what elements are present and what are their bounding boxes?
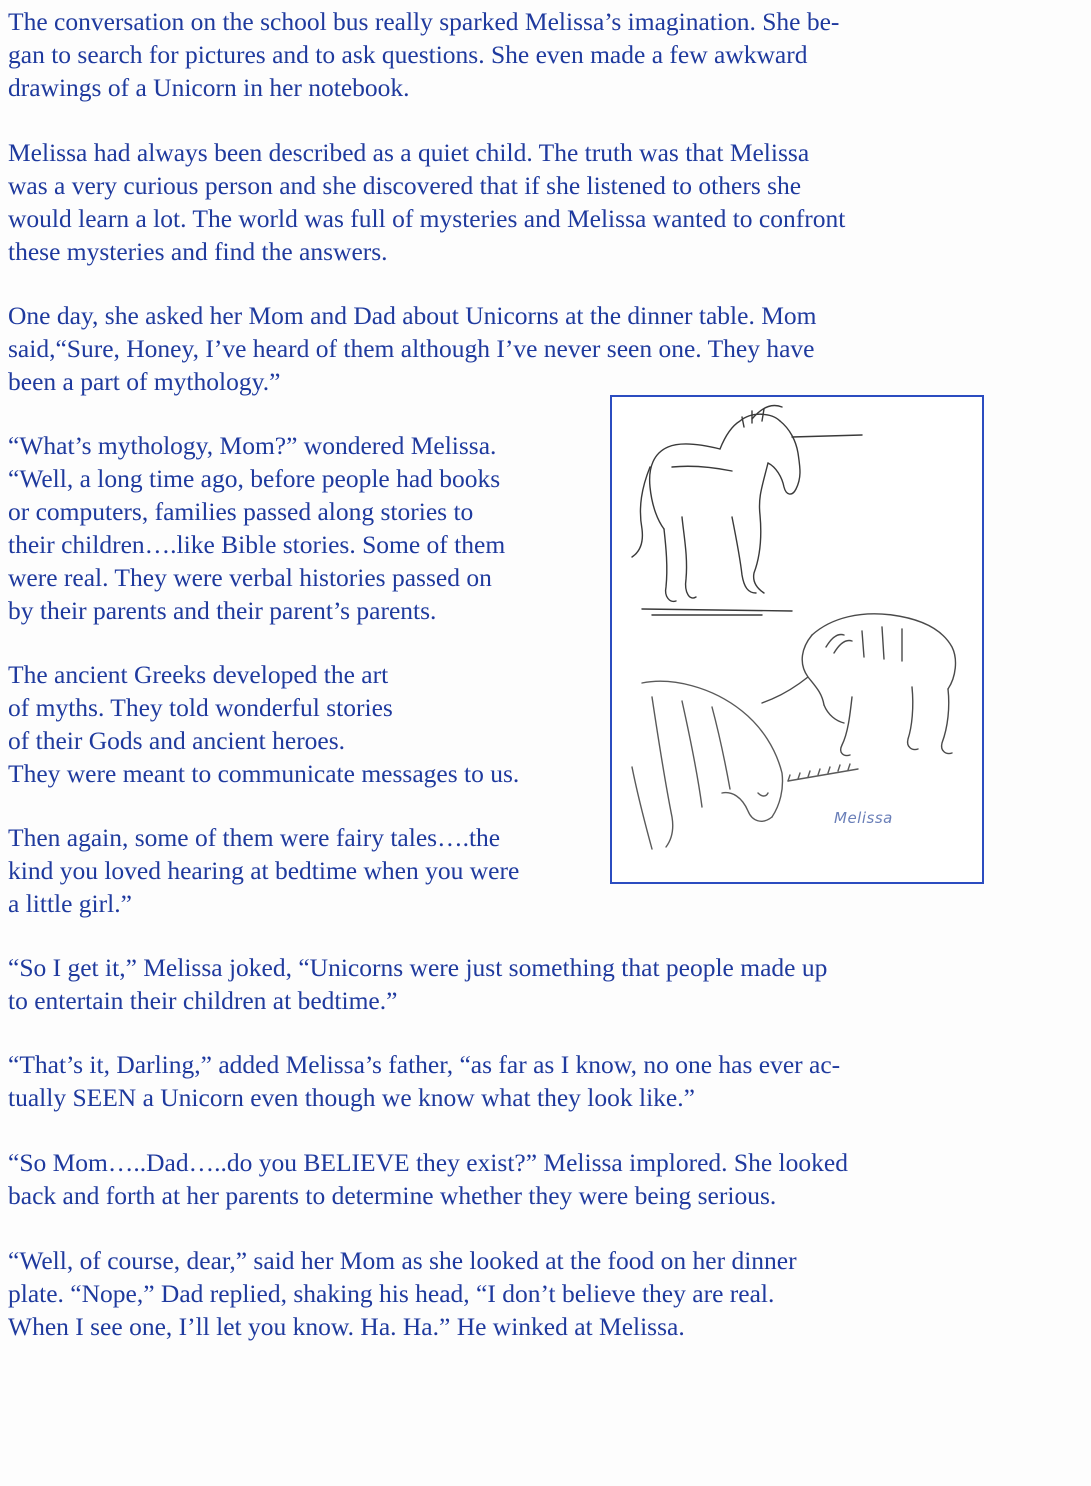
paragraph-4-line-1: “What’s mythology, Mom?” wondered Melissa. [8,431,497,460]
paragraph-3-line-2: said,“Sure, Honey, I’ve heard of them although I’ve never seen one. They have [8,334,815,363]
paragraph-1-line-1: The conversation on the school bus really sparked Melissa’s imagination. She be- [8,7,840,36]
standing-unicorn-sketch [632,406,862,616]
paragraph-3-line-3: been a part of mythology.” [8,367,281,396]
paragraph-4-line-6: by their parents and their parent’s parents. [8,596,437,625]
paragraph-2-line-1: Melissa had always been described as a quiet child. The truth was that Melissa [8,138,810,167]
paragraph-9-line-1: “So Mom…..Dad…..do you BELIEVE they exist?” Melissa implored. She looked [8,1148,848,1177]
unicorn-illustration-frame [610,395,984,884]
paragraph-8-line-2: tually SEEN a Unicorn even though we know what they look like.” [8,1083,695,1112]
paragraph-10-line-2: plate. “Nope,” Dad replied, shaking his head, “I don’t believe they are real. [8,1279,775,1308]
paragraph-2-line-3: would learn a lot. The world was full of mysteries and Melissa wanted to confront [8,204,846,233]
paragraph-8-line-1: “That’s it, Darling,” added Melissa’s father, “as far as I know, no one has ever ac- [8,1050,841,1079]
paragraph-6-line-3: a little girl.” [8,889,132,918]
paragraph-7-line-2: to entertain their children at bedtime.” [8,986,398,1015]
paragraph-10-line-3: When I see one, I’ll let you know. Ha. Ha.” He winked at Melissa. [8,1312,685,1341]
paragraph-6-line-1: Then again, some of them were fairy tales….the [8,823,501,852]
paragraph-5-line-1: The ancient Greeks developed the art [8,660,389,689]
paragraph-5-line-3: of their Gods and ancient heroes. [8,726,346,755]
paragraph-4-line-4: their children….like Bible stories. Some of them [8,530,506,559]
paragraph-3-line-1: One day, she asked her Mom and Dad about Unicorns at the dinner table. Mom [8,301,817,330]
paragraph-2-line-2: was a very curious person and she discovered that if she listened to others she [8,171,802,200]
unicorn-sketches [612,397,982,882]
paragraph-1-line-2: gan to search for pictures and to ask questions. She even made a few awkward [8,40,808,69]
paragraph-4-line-3: or computers, families passed along stories to [8,497,474,526]
paragraph-6-line-2: kind you loved hearing at bedtime when you were [8,856,520,885]
illustration-signature: Melissa [834,809,893,827]
paragraph-10-line-1: “Well, of course, dear,” said her Mom as she looked at the food on her dinner [8,1246,797,1275]
paragraph-5-line-4: They were meant to communicate messages to us. [8,759,520,788]
paragraph-5-line-2: of myths. They told wonderful stories [8,693,393,722]
paragraph-1-line-3: drawings of a Unicorn in her notebook. [8,73,410,102]
paragraph-4-line-2: “Well, a long time ago, before people had books [8,464,501,493]
paragraph-9-line-2: back and forth at her parents to determine whether they were being serious. [8,1181,777,1210]
paragraph-7-line-1: “So I get it,” Melissa joked, “Unicorns were just something that people made up [8,953,828,982]
paragraph-2-line-4: these mysteries and find the answers. [8,237,388,266]
grazing-unicorn-sketch [762,614,955,756]
paragraph-4-line-5: were real. They were verbal histories passed on [8,563,492,592]
